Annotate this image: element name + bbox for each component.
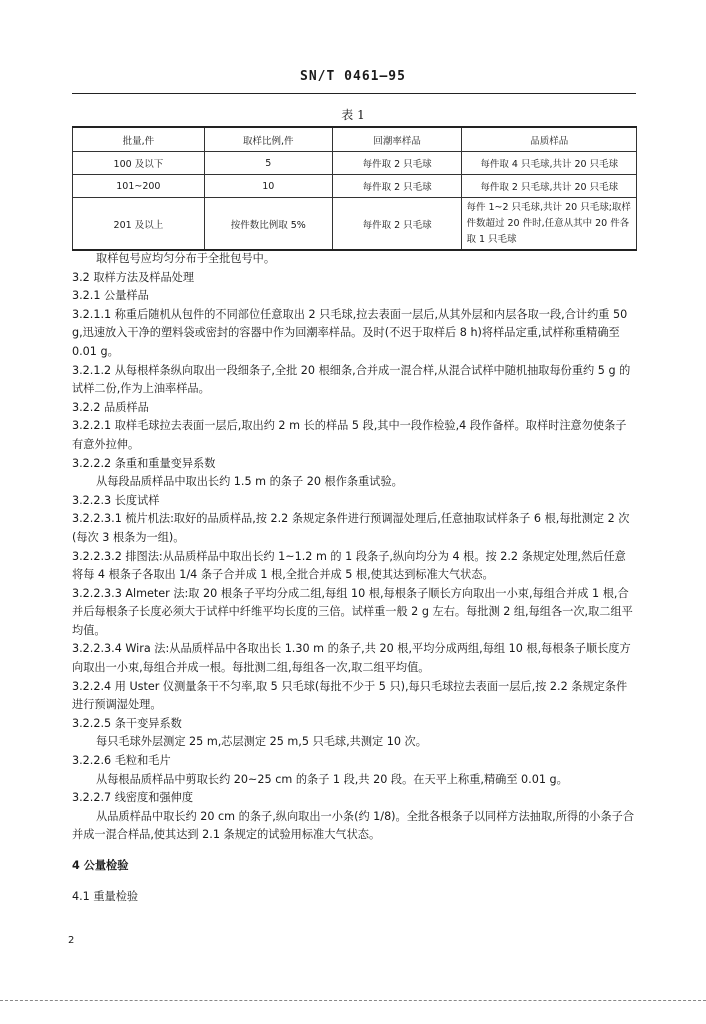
paragraph: 3.2.1.1 称重后随机从包件的不同部位任意取出 2 只毛球,拉去表面一层后,从其外层和内层各取一段,合计约重 50 g,迅速放入干净的塑料袋或密封的容器中作为回潮率样品。及时(不迟于取样后 8 h)将样品定重,试样称重精确至 0.01 g。 [72,307,628,358]
chapter-heading: 4 公量检验 [72,859,129,872]
table-cell: 201 及以上 [73,198,205,251]
table-row [73,198,637,251]
table-cell: 每件取 4 只毛球,共计 20 只毛球 [462,152,637,175]
paragraph: 3.2.2.1 取样毛球拉去表面一层后,取出约 2 m 长的样品 5 段,其中一段作检验,4 段作备样。取样时注意勿使条子有意外拉伸。 [72,419,627,451]
paragraph: 从品质样品中取长约 20 cm 的条子,纵向取出一小条(约 1/8)。全批各根条子以同样方法抽取,所得的小条子合并成一混合样品,使其达到 2.1 条规定的试验用标准大气状态。 [72,809,635,842]
standard-code-header: SN/T 0461—95 [300,69,406,84]
paragraph: 取样包号应均匀分布于全批包号中。 [96,252,276,265]
table-cell: 每件取 2 只毛球 [332,175,462,198]
body-text [72,250,636,906]
table-cell: 每件取 2 只毛球 [332,198,462,251]
section-heading: 4.1 重量检验 [72,889,139,903]
table-cell: 10 [204,175,332,198]
table-header-cell: 品质样品 [462,127,637,152]
table-header-cell: 回潮率样品 [332,127,462,152]
paragraph: 每只毛球外层测定 25 m,芯层测定 25 m,5 只毛球,共测定 10 次。 [96,735,427,749]
table-header-cell: 批量,件 [73,127,205,152]
table-cell: 100 及以下 [73,152,205,175]
table-cell: 按件数比例取 5% [204,198,332,251]
section-heading: 3.2.2.2 条重和重量变异系数 [72,456,216,470]
table-cell: 5 [204,152,332,175]
paragraph: 3.2.2.3.2 排图法:从品质样品中取出长约 1~1.2 m 的 1 段条子,纵向均分为 4 根。按 2.2 条规定处理,然后任意将每 4 根条子各取出 1/4 条子合并成 1 根,全批合并成 5 根,使其达到标准大气状态。 [72,549,626,582]
table-row [73,175,637,198]
paragraph: 3.2.2.3.1 梳片机法:取好的品质样品,按 2.2 条规定条件进行预调湿处理后,任意抽取试样条子 6 根,每批测定 2 次(每次 3 根条为一组)。 [72,512,630,544]
bottom-rule [0,1000,706,1001]
paragraph: 3.2.2.4 用 Uster 仪测量条干不匀率,取 5 只毛球(每批不少于 5 只),每只毛球拉去表面一层后,按 2.2 条规定条件进行预调湿处理。 [72,679,628,712]
table-cell: 每件取 2 只毛球,共计 20 只毛球 [462,175,637,198]
paragraph: 3.2.2.3.3 Almeter 法:取 20 根条子平均分成二组,每组 10 根,每根条子顺长方向取出一小束,每组合并成 1 根,合并后每根条子长度必须大于试样中纤维平均长度的三倍。试样重一般 2 g 左右。每批测 2 组,每组各一次,取二组平均值。 [72,586,633,637]
table-row [73,152,637,175]
table-header-row [73,127,637,152]
table-cell: 101~200 [73,175,205,198]
table-header-cell: 取样比例,件 [204,127,332,152]
sampling-table [72,126,637,251]
paragraph: 3.2.1.2 从每根样条纵向取出一段细条子,全批 20 根细条,合并成一混合样,从混合试样中随机抽取每份重约 5 g 的试样二份,作为上油率样品。 [72,363,631,396]
paragraph: 3.2.2.3.4 Wira 法:从品质样品中各取出长 1.30 m 的条子,共 20 根,平均分成两组,每组 10 根,每根条子顺长度方向取出一小束,每组合并成一根。每批测二组,每组各一次,取二组平均值。 [72,642,631,675]
paragraph: 从每段品质样品中取出长约 1.5 m 的条子 20 根作条重试验。 [96,475,403,489]
section-heading: 3.2.2.3 长度试样 [72,493,160,507]
section-heading: 3.2.2 品质样品 [72,400,149,414]
section-heading: 3.2.2.6 毛粒和毛片 [72,754,171,768]
table-caption: 表 1 [341,108,365,122]
table-cell: 每件取 2 只毛球 [332,152,462,175]
section-heading: 3.2.1 公量样品 [72,289,149,303]
section-heading: 3.2.2.7 线密度和强伸度 [72,791,194,805]
section-heading: 3.2.2.5 条干变异系数 [72,716,182,730]
section-heading: 3.2 取样方法及样品处理 [72,270,195,284]
header-rule [72,93,636,94]
page-number: 2 [68,935,75,946]
table-cell: 每件 1~2 只毛球,共计 20 只毛球;取样件数超过 20 件时,任意从其中 20 件各取 1 只毛球 [462,198,637,251]
paragraph: 从每根品质样品中剪取长约 20~25 cm 的条子 1 段,共 20 段。在天平上称重,精确至 0.01 g。 [96,772,568,786]
